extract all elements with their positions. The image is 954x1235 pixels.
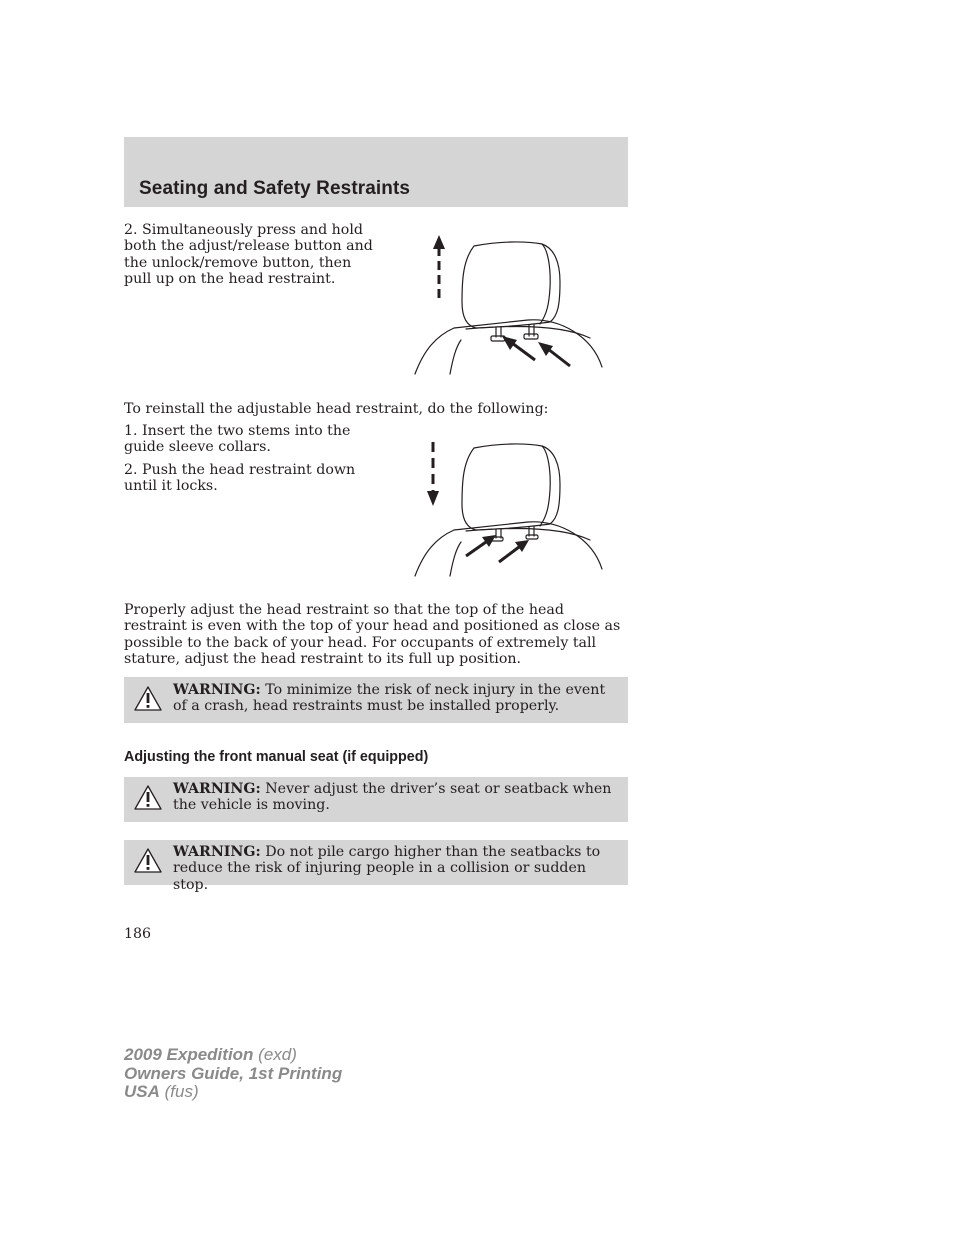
warning-message: Do not pile cargo higher than the seatbacks to reduce the risk of injuring people in a collision or sudden stop. [173, 844, 601, 893]
warning-label: WARNING: [173, 682, 261, 698]
warning-text [173, 781, 623, 814]
footer-model: 2009 Expedition [124, 1045, 254, 1064]
pull-up-arrow-icon [433, 235, 445, 298]
section-header-band [124, 137, 628, 207]
footer-market-code: (fus) [159, 1082, 199, 1101]
head-restraint-removal-illustration [410, 232, 610, 377]
warning-box-neck-injury [124, 677, 628, 723]
warning-triangle-icon [133, 847, 163, 874]
reinstall-step-1: 1. Insert the two stems into the guide sleeve collars. [124, 423, 351, 456]
adjust-paragraph: Properly adjust the head restraint so that the top of the head restraint is even with the top of your head and positioned as close as possible to the back of your head. For occupants of extremely tall stature, adjust the head restraint to its full up position. [124, 602, 621, 668]
warning-triangle-icon [133, 784, 163, 811]
subheading-front-manual-seat: Adjusting the front manual seat (if equipped) [124, 749, 429, 765]
stem-insert-arrow-icon [466, 535, 529, 562]
warning-message: Never adjust the driver’s seat or seatback when the vehicle is moving. [173, 781, 612, 814]
footer-line-1 [124, 1046, 342, 1065]
warning-box-cargo [124, 840, 628, 893]
footer-line-3 [124, 1083, 342, 1102]
print-footer [124, 1046, 342, 1102]
button-pointer-arrow-icon [502, 336, 570, 366]
warning-triangle-icon [133, 685, 163, 712]
push-down-arrow-icon [427, 442, 439, 506]
removal-step-2: 2. Simultaneously press and hold both the adjust/release button and the unlock/remove button, then pull up on the head restraint. [124, 222, 373, 288]
warning-text [173, 844, 623, 893]
head-restraint-reinstall-illustration [410, 436, 610, 581]
footer-market: USA [124, 1082, 160, 1101]
warning-text [173, 682, 623, 715]
section-title: Seating and Safety Restraints [139, 178, 411, 199]
reinstall-intro: To reinstall the adjustable head restraint, do the following: [124, 401, 549, 417]
warning-label: WARNING: [173, 781, 261, 797]
warning-message: To minimize the risk of neck injury in the event of a crash, head restraints must be installed properly. [173, 682, 606, 715]
footer-model-code: (exd) [253, 1045, 297, 1064]
footer-line-2: Owners Guide, 1st Printing [124, 1063, 343, 1083]
warning-label: WARNING: [173, 844, 261, 860]
warning-box-driver-seat [124, 777, 628, 822]
page-number: 186 [124, 926, 152, 942]
reinstall-step-2: 2. Push the head restraint down until it locks. [124, 462, 356, 495]
